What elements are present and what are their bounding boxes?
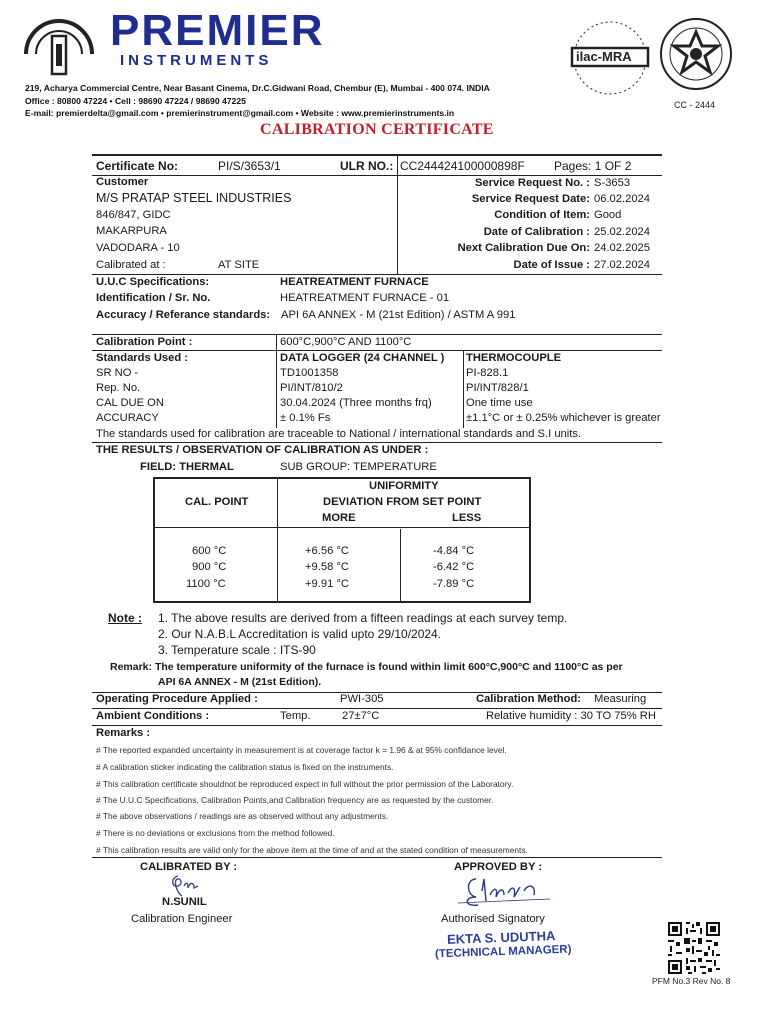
- subgroup-label: SUB GROUP: TEMPERATURE: [280, 461, 437, 473]
- result-more: +6.56 °C: [305, 545, 349, 557]
- divider: [92, 725, 662, 726]
- note-label: Note :: [108, 611, 142, 625]
- temp-label: Temp.: [280, 710, 311, 722]
- company-phones: Office : 80800 47224 • Cell : 98690 47224 / 98690 47225: [25, 96, 246, 106]
- issue-date-value: 27.02.2024: [594, 259, 650, 271]
- brand-name: PREMIER: [110, 6, 325, 55]
- customer-name: M/S PRATAP STEEL INDUSTRIES: [96, 191, 292, 205]
- customer-label: Customer: [96, 176, 149, 188]
- remark-item: # The above observations / readings are as observed without any adjustments.: [96, 811, 389, 821]
- uuc-accuracy-label: Accuracy / Referance standards:: [96, 309, 271, 321]
- std-row-value-1: PI/INT/810/2: [280, 382, 343, 394]
- result-cal-point: 1100 °C: [186, 578, 226, 590]
- divider: [92, 350, 662, 351]
- next-due-label: Next Calibration Due On:: [457, 242, 590, 254]
- std-row-value-1: ± 0.1% Fs: [280, 412, 331, 424]
- uuc-accuracy-value: API 6A ANNEX - M (21st Edition) / ASTM A 991: [281, 309, 516, 321]
- cc-number: CC - 2444: [674, 100, 716, 110]
- std-row-value-2: PI-828.1: [466, 367, 509, 379]
- col-more: MORE: [322, 512, 356, 524]
- results-heading: THE RESULTS / OBSERVATION OF CALIBRATION AS UNDER :: [96, 444, 429, 456]
- cert-no-value: PI/S/3653/1: [218, 159, 281, 173]
- authorised-signatory-role: Authorised Signatory: [441, 913, 545, 925]
- calibrated-at-label: Calibrated at :: [96, 259, 166, 271]
- divider: [397, 154, 398, 274]
- std-row-value-2: One time use: [466, 397, 533, 409]
- std-row-label: ACCURACY: [96, 412, 159, 424]
- approved-by-label: APPROVED BY :: [454, 861, 543, 873]
- service-req-date-label: Service Request Date:: [471, 193, 590, 205]
- ambient-label: Ambient Conditions :: [96, 710, 210, 722]
- cal-method-label: Calibration Method:: [476, 693, 582, 705]
- approver-stamp-role: (TECHNICAL MANAGER): [434, 943, 572, 961]
- certificate-title: CALIBRATION CERTIFICATE: [260, 121, 494, 138]
- remark-item: # A calibration sticker indicating the calibration status is fixed on the instruments.: [96, 762, 394, 772]
- cal-date-label: Date of Calibration :: [483, 226, 590, 238]
- customer-address-1: 846/847, GIDC: [96, 209, 171, 221]
- cert-no-label: Certificate No:: [96, 159, 179, 173]
- cal-point-value: 600°C,900°C AND 1100°C: [280, 336, 412, 348]
- table-divider: [155, 527, 529, 528]
- result-less: -6.42 °C: [433, 561, 475, 573]
- cal-date-value: 25.02.2024: [594, 226, 650, 238]
- cal-point-label: Calibration Point :: [96, 336, 193, 348]
- divider: [92, 708, 662, 709]
- divider: [92, 442, 662, 443]
- remark-item: # This calibration results are valid only for the above item at the time of and at the stated condition of measurements.: [96, 845, 528, 855]
- col-less: LESS: [452, 512, 482, 524]
- remark-item: # The reported expanded uncertainty in measurement is at coverage factor k = 1.96 & at 95% confidance level.: [96, 745, 507, 755]
- brand-sub: INSTRUMENTS: [120, 52, 273, 69]
- calibrated-by-label: CALIBRATED BY :: [140, 861, 238, 873]
- ilac-mra-text: ilac-MRA: [576, 49, 632, 64]
- uuc-id-label: Identification / Sr. No.: [96, 292, 211, 304]
- calibration-engineer-signature: [168, 872, 208, 898]
- issue-date-label: Date of Issue :: [513, 259, 590, 271]
- col-cal-point: CAL. POINT: [185, 496, 249, 508]
- std-row-value-2: PI/INT/828/1: [466, 382, 529, 394]
- company-address: 219, Acharya Commercial Centre, Near Basant Cinema, Dr.C.Gidwani Road, Chembur (E), Mumbai - 400 074. INDIA: [25, 83, 490, 93]
- company-email-website: E-mail: premierdelta@gmail.com • premierinstrument@gmail.com • Website : www.premierinstruments.in: [25, 108, 455, 118]
- remark-item: # The U.U.C Specifications, Calibration Points,and Calibration frequency are as requested by the customer.: [96, 795, 494, 805]
- calibration-engineer-role: Calibration Engineer: [131, 913, 233, 925]
- result-cal-point: 600 °C: [192, 545, 227, 557]
- calibrated-at-value: AT SITE: [218, 259, 260, 271]
- cal-method-value: Measuring: [594, 693, 647, 705]
- remark-line-1: Remark: The temperature uniformity of the furnace is found within limit 600°C,900°C and 1100°C as per: [110, 661, 623, 673]
- uuc-spec-value: HEATREATMENT FURNACE: [280, 276, 429, 288]
- col-deviation: DEVIATION FROM SET POINT: [323, 496, 482, 508]
- pages-value: Pages: 1 OF 2: [554, 159, 632, 173]
- approver-stamp-name: EKTA S. UDUTHA: [446, 928, 556, 947]
- remarks-label: Remarks :: [96, 727, 151, 739]
- std-row-value-2: ±1.1°C or ± 0.25% whichever is greater: [466, 412, 661, 424]
- std-row-label: CAL DUE ON: [96, 397, 164, 409]
- divider: [92, 334, 662, 335]
- result-more: +9.91 °C: [305, 578, 349, 590]
- result-less: -4.84 °C: [433, 545, 475, 557]
- standard-1-heading: DATA LOGGER (24 CHANNEL ): [280, 352, 445, 364]
- remark-line-2: API 6A ANNEX - M (21st Edition).: [158, 676, 322, 688]
- customer-address-2: MAKARPURA: [96, 225, 167, 237]
- company-logo: [20, 14, 98, 78]
- temp-value: 27±7°C: [342, 710, 380, 722]
- approver-signature: [454, 873, 554, 909]
- service-req-no: S-3653: [594, 177, 631, 189]
- uuc-id-value: HEATREATMENT FURNACE - 01: [280, 292, 450, 304]
- uuc-spec-label: U.U.C Specifications:: [96, 276, 210, 288]
- result-less: -7.89 °C: [433, 578, 475, 590]
- remark-item: # There is no deviations or exclusions from the method followed.: [96, 828, 335, 838]
- op-procedure-value: PWI-305: [340, 693, 384, 705]
- standard-2-heading: THERMOCOUPLE: [466, 352, 562, 364]
- note-item: 2. Our N.A.B.L Accreditation is valid upto 29/10/2024.: [158, 627, 442, 641]
- result-cal-point: 900 °C: [192, 561, 227, 573]
- customer-address-3: VADODARA - 10: [96, 242, 180, 254]
- standards-used-label: Standards Used :: [96, 352, 189, 364]
- divider: [463, 350, 464, 428]
- divider: [92, 274, 662, 275]
- std-row-value-1: TD1001358: [280, 367, 339, 379]
- form-number: PFM No.3 Rev No. 8: [652, 976, 731, 986]
- divider: [92, 857, 662, 858]
- divider: [92, 154, 662, 156]
- ilac-mra-logo: [568, 18, 652, 98]
- calibration-engineer-name: N.SUNIL: [162, 896, 207, 908]
- condition-label: Condition of Item:: [494, 209, 590, 221]
- op-procedure-label: Operating Procedure Applied :: [96, 693, 258, 705]
- humidity-value: Relative humidity : 30 TO 75% RH: [486, 710, 656, 722]
- std-row-label: Rep. No.: [96, 382, 141, 394]
- condition-value: Good: [594, 209, 622, 221]
- traceability-statement: The standards used for calibration are traceable to National / international standards and S.I units.: [96, 428, 582, 440]
- next-due-value: 24.02.2025: [594, 242, 650, 254]
- note-item: 1. The above results are derived from a fifteen readings at each survey temp.: [158, 611, 568, 625]
- ulr-label: ULR NO.:: [340, 159, 394, 173]
- ulr-value: CC244424100000898F: [400, 159, 525, 173]
- note-item: 3. Temperature scale : ITS-90: [158, 643, 316, 657]
- results-table: [153, 477, 531, 603]
- nabl-seal-icon: [658, 16, 734, 92]
- remark-item: # This calibration certificate shouldnot be reproduced expect in full without the prior permission of the Laboratory.: [96, 779, 514, 789]
- std-row-value-1: 30.04.2024 (Three months frq): [280, 397, 432, 409]
- col-uniformity: UNIFORMITY: [369, 480, 439, 492]
- qr-code-icon: [666, 920, 722, 976]
- result-more: +9.58 °C: [305, 561, 349, 573]
- service-req-no-label: Service Request No. :: [474, 177, 590, 189]
- std-row-label: SR NO -: [96, 367, 139, 379]
- table-divider: [277, 479, 278, 601]
- table-divider: [400, 529, 401, 601]
- divider: [276, 334, 277, 428]
- divider: [92, 175, 662, 176]
- field-label: FIELD: THERMAL: [140, 461, 234, 473]
- service-req-date: 06.02.2024: [594, 193, 650, 205]
